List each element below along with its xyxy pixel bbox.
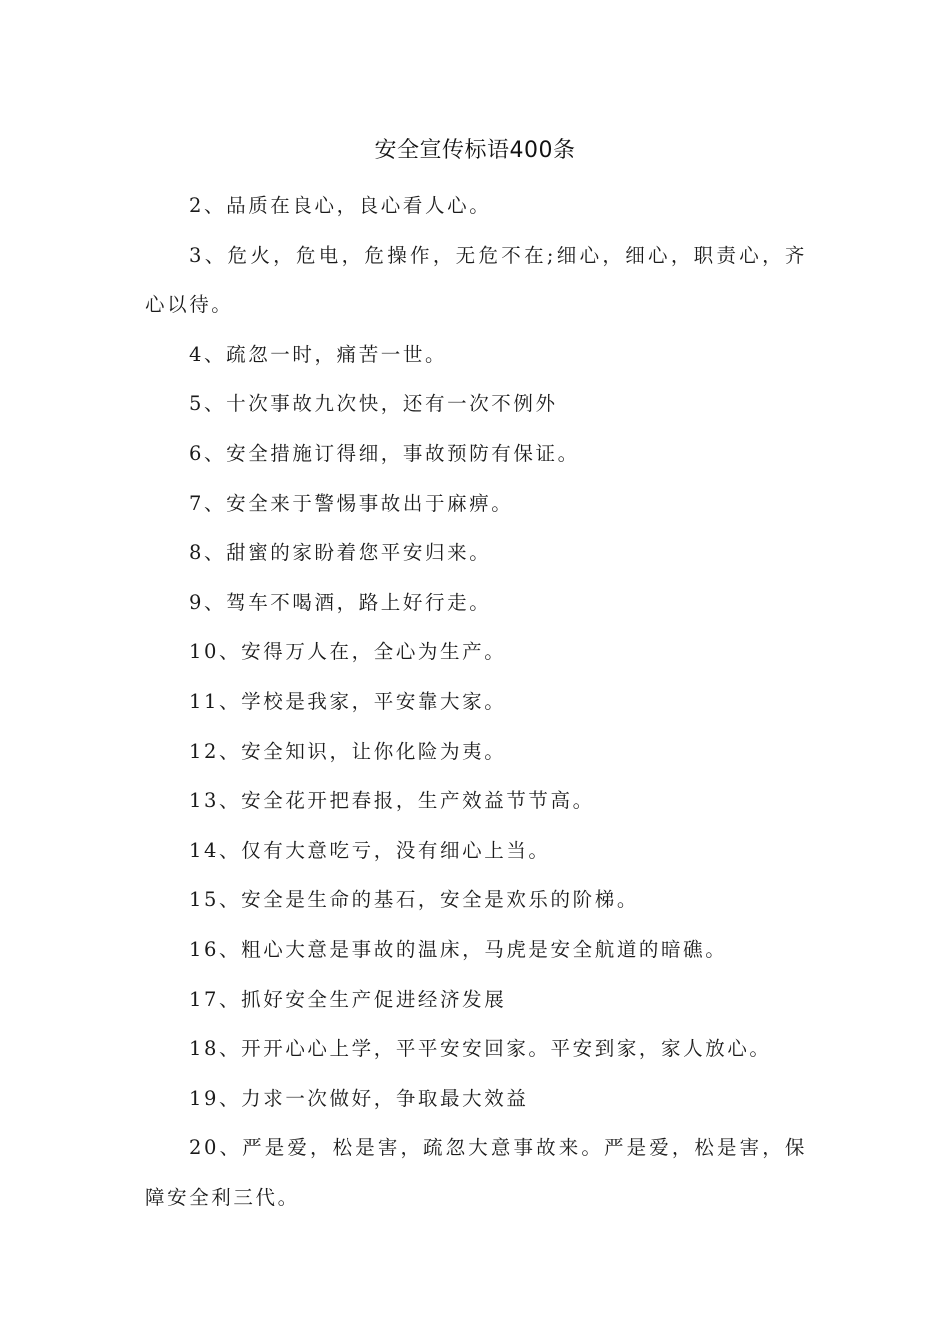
slogan-item: 2、品质在良心，良心看人心。: [189, 194, 492, 217]
slogan-item: 17、抓好安全生产促进经济发展: [189, 987, 507, 1011]
slogan-item: 10、安得万人在，全心为生产。: [189, 640, 507, 664]
slogan-item: 3、危火，危电，危操作，无危不在;细心，细心，职责心，齐心以待。: [145, 243, 807, 317]
slogan-item: 19、力求一次做好，争取最大效益: [189, 1086, 529, 1110]
slogan-item: 13、安全花开把春报，生产效益节节高。: [189, 789, 595, 813]
slogan-item: 4、疏忽一时，痛苦一世。: [189, 342, 448, 366]
slogan-item: 7、安全来于警惕事故出于麻痹。: [189, 491, 514, 515]
slogan-item: 9、驾车不喝酒，路上好行走。: [189, 590, 492, 614]
slogan-item: 14、仅有大意吃亏，没有细心上当。: [189, 838, 551, 862]
slogan-item: 18、开开心心上学，平平安安回家。平安到家，家人放心。: [189, 1037, 772, 1061]
slogan-item: 16、粗心大意是事故的温床，马虎是安全航道的暗礁。: [189, 937, 728, 961]
slogan-item: 8、甜蜜的家盼着您平安归来。: [189, 541, 492, 565]
slogan-item: 6、安全措施订得细，事故预防有保证。: [189, 441, 580, 465]
slogan-item: 5、十次事故九次快，还有一次不例外: [189, 392, 558, 416]
slogan-item: 11、学校是我家，平安靠大家。: [189, 689, 507, 713]
slogan-item: 15、安全是生命的基石，安全是欢乐的阶梯。: [189, 888, 639, 912]
slogan-item: 20、严是爱，松是害，疏忽大意事故来。严是爱，松是害，保障安全利三代。: [145, 1136, 807, 1209]
document-title: 安全宣传标语400条: [374, 138, 576, 163]
slogan-item: 12、安全知识，让你化险为夷。: [189, 739, 507, 763]
slogan-list: [145, 181, 807, 1222]
